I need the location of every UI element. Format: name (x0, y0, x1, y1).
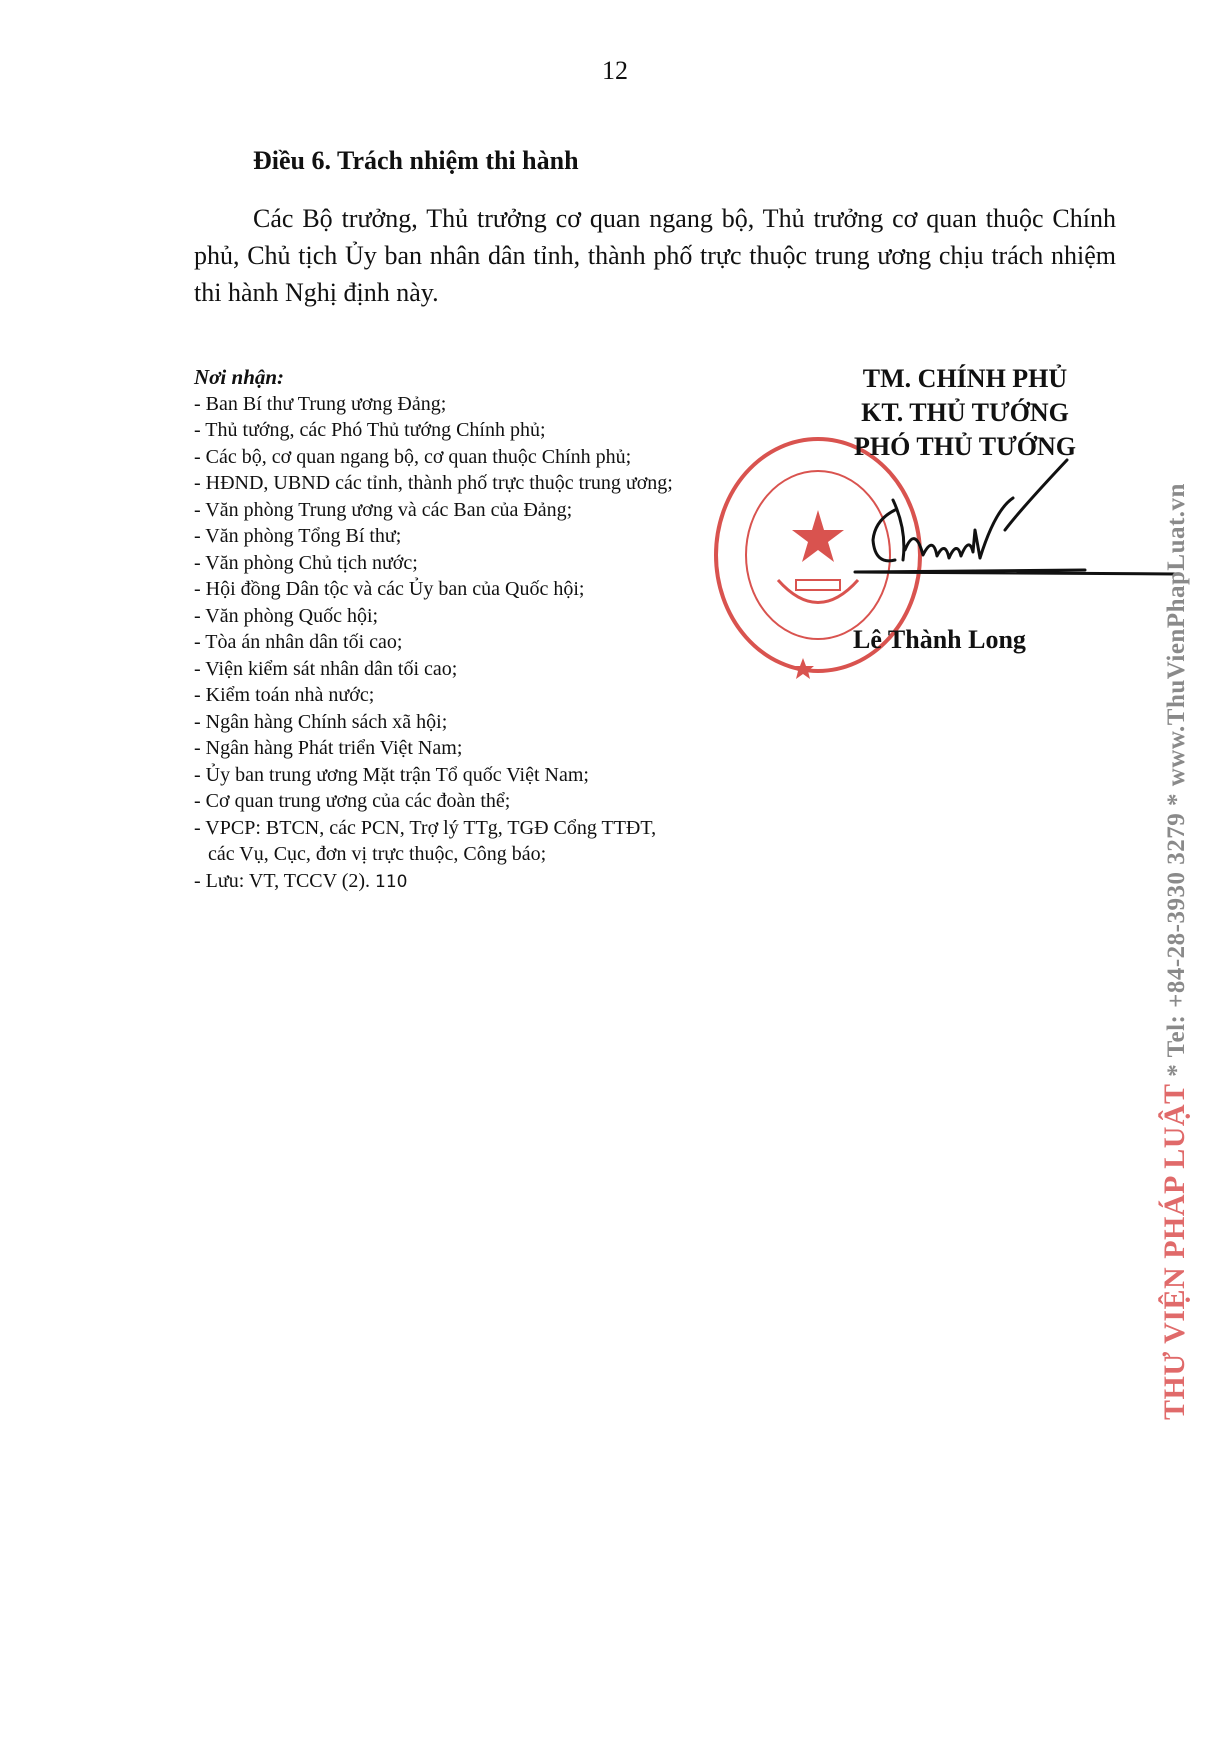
handwritten-signature (845, 440, 1185, 600)
recipient-item: - Ủy ban trung ương Mặt trận Tổ quốc Việt Nam; (194, 763, 589, 786)
seal-star-icon (792, 510, 844, 562)
recipient-item: - Các bộ, cơ quan ngang bộ, cơ quan thuộc Chính phủ; (194, 445, 632, 468)
site-watermark (1158, 320, 1208, 1420)
recipient-item: - Kiểm toán nhà nước; (194, 684, 375, 706)
recipients-list (194, 364, 794, 895)
article-title: Điều 6. Trách nhiệm thi hành (253, 146, 579, 175)
sign-line-3: PHÓ THỦ TƯỚNG (854, 432, 1076, 461)
recipient-item: - Văn phòng Chủ tịch nước; (194, 551, 418, 574)
recipient-item: - Ngân hàng Phát triển Việt Nam; (194, 737, 463, 759)
watermark-brand: THƯ VIỆN PHÁP LUẬT (1158, 1083, 1191, 1420)
recipient-item: - Văn phòng Quốc hội; (194, 604, 379, 627)
sign-line-2: KT. THỦ TƯỚNG (861, 398, 1069, 427)
recipients-heading: Nơi nhận: (194, 365, 285, 389)
recipient-item: - HĐND, UBND các tỉnh, thành phố trực thuộc trung ương; (194, 472, 673, 494)
article-body: Các Bộ trưởng, Thủ trưởng cơ quan ngang bộ, Thủ trưởng cơ quan thuộc Chính phủ, Chủ tịch Ủy ban nhân dân tỉnh, thành phố trực thuộc trung ương chịu trách nhiệm thi hành Nghị định này. (194, 204, 1116, 307)
recipient-item: các Vụ, Cục, đơn vị trực thuộc, Công báo; (208, 843, 547, 865)
recipient-item: - Viện kiểm sát nhân dân tối cao; (194, 657, 458, 680)
archive-text: - Lưu: VT, TCCV (2). (194, 869, 371, 892)
recipient-item: - Tòa án nhân dân tối cao; (194, 631, 403, 653)
recipient-item: - Ban Bí thư Trung ương Đảng; (194, 392, 447, 415)
page-number: 12 (602, 56, 628, 85)
watermark-contact: * Tel: +84-28-3930 3279 * www.ThuVienPhapLuat.vn (1163, 483, 1190, 1084)
recipient-item: - Thủ tướng, các Phó Thủ tướng Chính phủ; (194, 419, 546, 441)
recipient-item-archive (194, 868, 794, 896)
recipient-item: - VPCP: BTCN, các PCN, Trợ lý TTg, TGĐ Cổng TTĐT, (194, 816, 657, 839)
recipient-item: - Ngân hàng Chính sách xã hội; (194, 710, 448, 733)
handwritten-note: 110 (375, 871, 408, 892)
recipient-item: - Hội đồng Dân tộc và các Ủy ban của Quốc hội; (194, 578, 585, 600)
recipient-item: - Cơ quan trung ương của các đoàn thể; (194, 790, 511, 812)
recipient-item: - Văn phòng Tổng Bí thư; (194, 525, 402, 547)
recipient-item: - Văn phòng Trung ương và các Ban của Đảng; (194, 498, 573, 521)
signer-name: Lê Thành Long (853, 625, 1026, 654)
sign-line-1: TM. CHÍNH PHỦ (862, 364, 1068, 393)
